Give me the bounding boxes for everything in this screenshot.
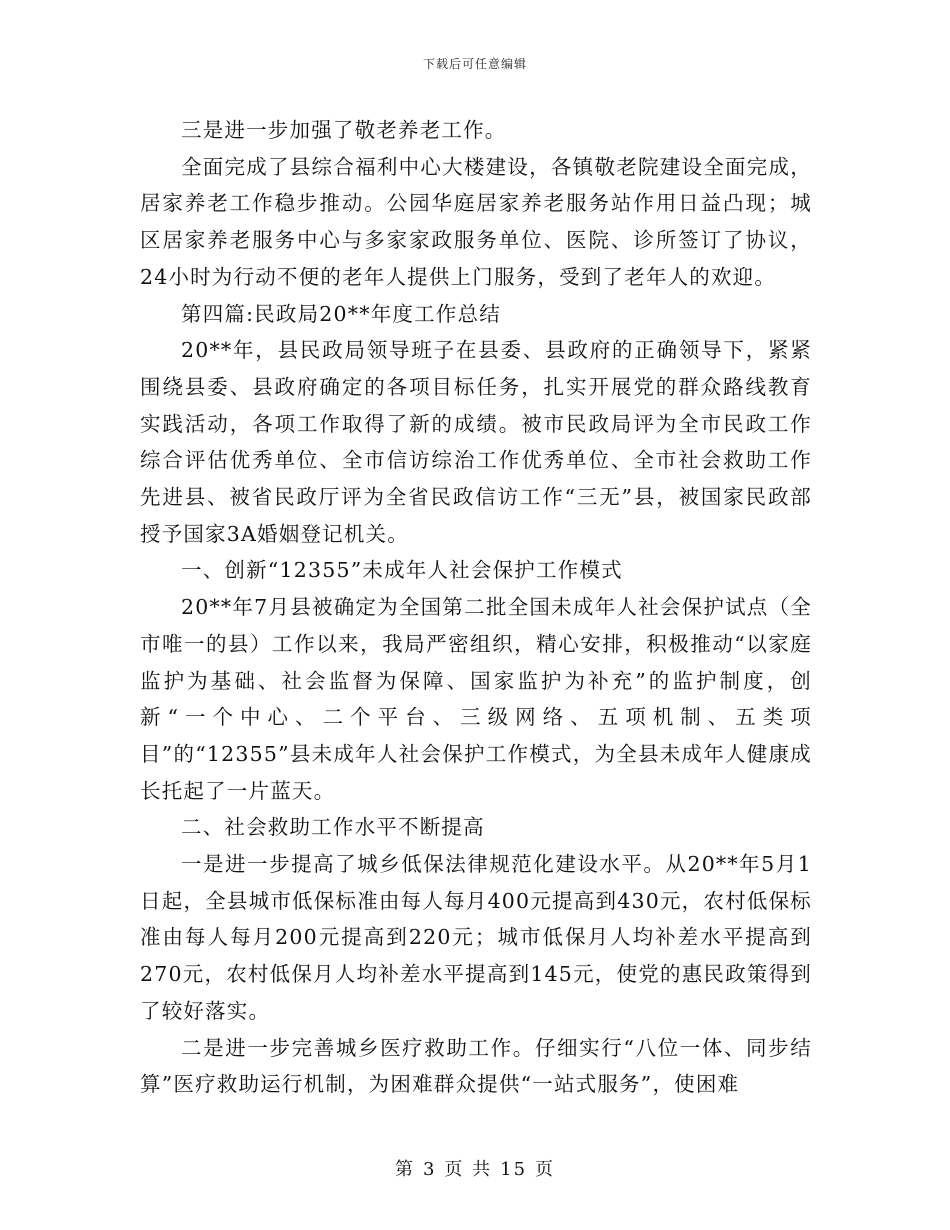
section-heading: 二、社会救助工作水平不断提高 xyxy=(181,815,485,840)
paragraph: 二是进一步完善城乡医疗救助工作。仔细实行“八位一体、同步结算”医疗救助运行机制，为困难群众提供“一站式服务”，使困难 xyxy=(140,1035,812,1097)
paragraph: 全面完成了县综合福利中心大楼建设，各镇敬老院建设全面完成，居家养老工作稳步推动。公园华庭居家养老服务站作用日益凸现；城区居家养老服务中心与多家家政服务单位、医院、诊所签订了协议，24小时为行动不便的老年人提供上门服务，受到了老年人的欢迎。 xyxy=(140,154,812,289)
footer-prefix: 第 xyxy=(394,1159,415,1180)
paragraph: 20**年，县民政局领导班子在县委、县政府的正确领导下，紧紧围绕县委、县政府确定的各项目标任务，扎实开展党的群众路线教育实践活动，各项工作取得了新的成绩。被市民政局评为全市民政工作综合评估优秀单位、全市信访综治工作优秀单位、全市社会救助工作先进县、被省民政厅评为全省民政信访工作“三无”县，被国家民政部授予国家3A婚姻登记机关。 xyxy=(140,338,812,546)
footer-middle: 页 共 xyxy=(444,1159,493,1180)
paragraph: 20**年7月县被确定为全国第二批全国未成年人社会保护试点（全市唯一的县）工作以来，我局严密组织，精心安排，积极推动“以家庭监护为基础、社会监督为保障、国家监护为补充”的监护制度，创新“一个中心、二个平台、三级网络、五项机制、五类项目”的“12355”县未成年人社会保护工作模式，为全县未成年人健康成长托起了一片蓝天。 xyxy=(140,595,812,803)
paragraph: 一是进一步提高了城乡低保法律规范化建设水平。从20**年5月1日起，全县城市低保标准由每人每月400元提高到430元，农村低保标准由每人每月200元提高到220元；城市低保月人均补差水平提高到270元，农村低保月人均补差水平提高到145元，使党的惠民政策得到了较好落实。 xyxy=(140,852,812,1023)
page-footer xyxy=(0,1155,950,1181)
footer-suffix: 页 xyxy=(535,1159,556,1180)
section-heading: 第四篇:民政局20**年度工作总结 xyxy=(181,301,501,326)
section-heading: 一、创新“12355”未成年人社会保护工作模式 xyxy=(181,558,623,583)
total-pages-number: 15 xyxy=(500,1159,528,1180)
page-header: 下载后可任意编辑 xyxy=(422,57,527,71)
paragraph: 三是进一步加强了敬老养老工作。 xyxy=(181,118,507,142)
document-body xyxy=(140,112,812,1103)
current-page-number: 3 xyxy=(422,1159,437,1180)
